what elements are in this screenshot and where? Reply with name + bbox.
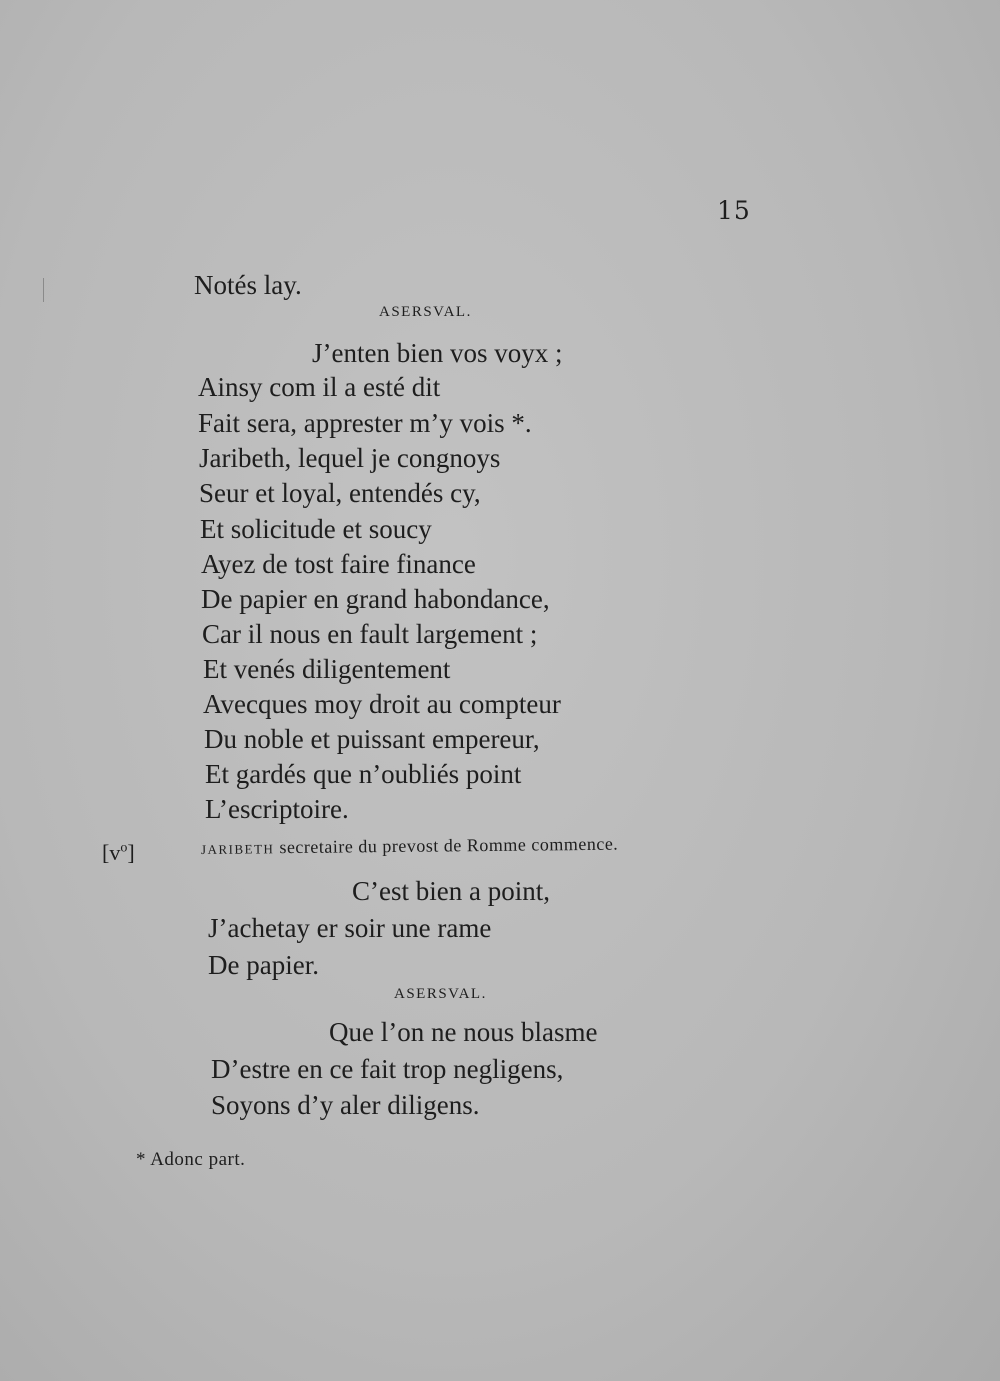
verse-line: De papier en grand habondance,: [201, 584, 550, 614]
verse-line: Que l’on ne nous blasme: [329, 1017, 598, 1047]
verse-line: Et gardés que n’oubliés point: [205, 759, 522, 789]
verse-line: D’estre en ce fait trop negligens,: [211, 1054, 564, 1084]
verse-line: Et solicitude et soucy: [200, 514, 432, 544]
verse-line: C’est bien a point,: [352, 876, 550, 906]
stage-direction-top: Notés lay.: [194, 270, 302, 300]
verse-line: Avecques moy droit au compteur: [203, 689, 561, 719]
verse-line: Seur et loyal, entendés cy,: [199, 478, 481, 508]
speaker-heading-asersval: ASERSVAL.: [394, 986, 487, 1002]
footnote: * Adonc part.: [136, 1149, 246, 1170]
verse-line: Du noble et puissant empereur,: [204, 724, 540, 754]
speaker-heading-jaribeth: JARIBETH secretaire du prevost de Romme commence.: [200, 833, 619, 858]
verse-line: Jaribeth, lequel je congnoys: [199, 443, 501, 473]
verse-line: De papier.: [208, 950, 319, 980]
verse-line: Ainsy com il a esté dit: [198, 372, 441, 402]
verse-line: J’achetay er soir une rame: [208, 913, 492, 943]
verse-line: Car il nous en fault largement ;: [202, 619, 538, 649]
page-edge-mark: [43, 278, 44, 302]
verse-line: Ayez de tost faire finance: [201, 549, 476, 579]
verse-line: L’escriptoire.: [205, 794, 349, 824]
folio-margin-note: $[v^o]$: [102, 840, 135, 865]
page-number: 15: [717, 196, 751, 225]
verse-line: J’enten bien vos voyx ;: [312, 338, 563, 368]
verse-line: Et venés diligentement: [203, 654, 451, 684]
speaker-heading-asersval: ASERSVAL.: [379, 304, 472, 320]
verse-line: Soyons d’y aler diligens.: [211, 1090, 480, 1120]
verse-line: Fait sera, apprester m’y vois *.: [198, 408, 532, 438]
